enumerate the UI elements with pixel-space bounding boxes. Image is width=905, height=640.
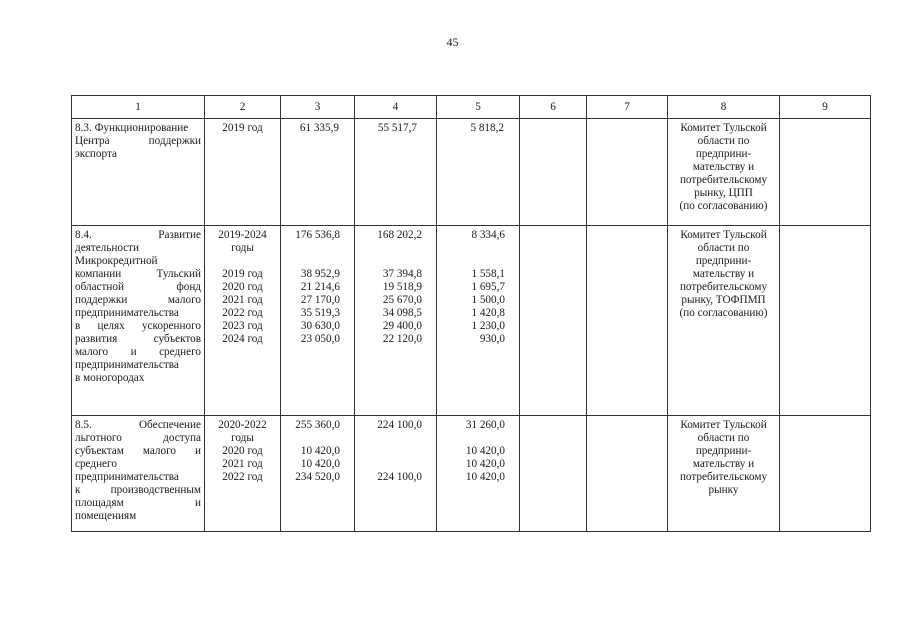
- column-header: 3: [281, 96, 355, 119]
- col6-cell: [520, 226, 587, 416]
- col3-value: 10 420,0: [300, 458, 340, 470]
- col5-value: 10 420,0: [465, 471, 505, 483]
- measure-name-line: 8.3. Функционирование: [75, 122, 189, 134]
- executor-line: мательству и: [692, 458, 755, 470]
- col7-cell: [587, 119, 668, 226]
- column-header: 4: [355, 96, 437, 119]
- col4-value: 55 517,7: [377, 122, 417, 134]
- col3-total: 176 536,8: [295, 229, 340, 241]
- col4-value: 37 394,8: [382, 268, 422, 280]
- col5-value: 930,0: [479, 333, 505, 345]
- measure-name-line: поддержки малого: [75, 294, 201, 306]
- executor-line: предприни-: [695, 255, 752, 267]
- column-header: 6: [520, 96, 587, 119]
- executor-line: Комитет Тульской: [680, 229, 767, 241]
- col4-value: 22 120,0: [382, 333, 422, 345]
- executor-line: рынку: [708, 484, 739, 496]
- column-header: 7: [587, 96, 668, 119]
- col5-value: 1 500,0: [471, 294, 505, 306]
- executor-line: рынку, ЦПП: [694, 187, 753, 199]
- column-header: 2: [205, 96, 281, 119]
- col3-value: 27 170,0: [300, 294, 340, 306]
- col5-value: 5 818,2: [470, 122, 504, 134]
- executor-line: рынку, ТОФПМП: [681, 294, 766, 306]
- period-value: 2022 год: [222, 307, 263, 319]
- measure-name-line: субъектам малого и: [75, 445, 201, 457]
- col9-cell: [780, 119, 871, 226]
- executor-line: (по согласованию): [679, 307, 768, 319]
- col5-value: 1 695,7: [471, 281, 505, 293]
- col3-cell: [281, 119, 355, 226]
- col4-cell: [355, 226, 437, 416]
- executor-line: предприни-: [695, 148, 752, 160]
- measure-name-line: в моногородах: [75, 372, 145, 384]
- col4-total: 224 100,0: [377, 419, 422, 431]
- col3-value: 234 520,0: [295, 471, 340, 483]
- measure-name-line: Центра поддержки: [75, 135, 201, 147]
- col4-value: [358, 458, 422, 471]
- page-number: 45: [446, 35, 459, 49]
- measure-name-cell: [72, 416, 205, 532]
- column-header: 1: [72, 96, 205, 119]
- executor-line: Комитет Тульской: [680, 419, 767, 431]
- col9-cell: [780, 416, 871, 532]
- col4-value: 25 670,0: [382, 294, 422, 306]
- col5-total: 31 260,0: [465, 419, 505, 431]
- executor-line: области по: [697, 242, 750, 254]
- measure-name-line: площадям и: [75, 497, 201, 509]
- measure-name-line: развития субъектов: [75, 333, 201, 345]
- period-cell: [205, 416, 281, 532]
- measure-name-line: предпринимательства: [75, 359, 179, 371]
- period-value: 2020 год: [222, 281, 263, 293]
- col4-value: 29 400,0: [382, 320, 422, 332]
- col4-total: 168 202,2: [377, 229, 422, 241]
- period-total: годы: [231, 242, 254, 254]
- col5-cell: [437, 416, 520, 532]
- col5-cell: [437, 119, 520, 226]
- col3-value: 21 214,6: [300, 281, 340, 293]
- executor-line: мательству и: [692, 161, 755, 173]
- period-cell: [205, 226, 281, 416]
- period-value: 2021 год: [222, 458, 263, 470]
- executor-cell: [668, 226, 780, 416]
- measure-name-line: льготного доступа: [75, 432, 201, 444]
- period-value: 2019 год: [222, 268, 263, 280]
- measure-name-line: предпринимательства: [75, 471, 179, 483]
- col5-value: 1 558,1: [471, 268, 505, 280]
- col3-value: 30 630,0: [300, 320, 340, 332]
- executor-cell: [668, 119, 780, 226]
- executor-line: Комитет Тульской: [680, 122, 767, 134]
- executor-line: потребительскому: [679, 281, 768, 293]
- column-number-row: [72, 96, 871, 119]
- col3-value: 10 420,0: [300, 445, 340, 457]
- measure-name-line: в целях ускоренного: [75, 320, 201, 332]
- col3-total: 255 360,0: [295, 419, 340, 431]
- executor-line: области по: [697, 135, 750, 147]
- col5-value: 10 420,0: [465, 458, 505, 470]
- col5-value: 1 420,8: [471, 307, 505, 319]
- period-value: 2020 год: [222, 445, 263, 457]
- executor-line: (по согласованию): [679, 200, 768, 212]
- period-value: 2019 год: [222, 122, 263, 134]
- measure-name-cell: [72, 226, 205, 416]
- col3-cell: [281, 226, 355, 416]
- column-header: 8: [668, 96, 780, 119]
- col4-cell: [355, 416, 437, 532]
- col3-value: 23 050,0: [300, 333, 340, 345]
- executor-line: потребительскому: [679, 471, 768, 483]
- measure-name-line: компании Тульский: [75, 268, 201, 280]
- col3-value: 38 952,9: [300, 268, 340, 280]
- col4-cell: [355, 119, 437, 226]
- period-cell: [205, 119, 281, 226]
- col5-cell: [437, 226, 520, 416]
- col4-value: [358, 445, 422, 458]
- executor-cell: [668, 416, 780, 532]
- col6-cell: [520, 416, 587, 532]
- col4-value: 34 098,5: [382, 307, 422, 319]
- col6-cell: [520, 119, 587, 226]
- measure-name-line: малого и среднего: [75, 346, 201, 358]
- period-value: 2022 год: [222, 471, 263, 483]
- table-row: [72, 226, 871, 416]
- period-value: 2023 год: [222, 320, 263, 332]
- measure-name-line: экспорта: [75, 148, 117, 160]
- table-row: [72, 416, 871, 532]
- period-total: 2020-2022: [218, 419, 267, 431]
- executor-line: области по: [697, 432, 750, 444]
- measure-name-line: областной фонд: [75, 281, 201, 293]
- measure-name-line: предпринимательства: [75, 307, 179, 319]
- executor-line: мательству и: [692, 268, 755, 280]
- executor-line: предприни-: [695, 445, 752, 457]
- period-total: 2019-2024: [218, 229, 267, 241]
- period-total: годы: [231, 432, 254, 444]
- col5-value: 1 230,0: [471, 320, 505, 332]
- measure-name-line: 8.4. Развитие: [75, 229, 201, 241]
- measure-name-line: среднего: [75, 458, 117, 470]
- column-header: 9: [780, 96, 871, 119]
- col3-value: 35 519,3: [300, 307, 340, 319]
- period-value: 2021 год: [222, 294, 263, 306]
- col9-cell: [780, 226, 871, 416]
- col7-cell: [587, 226, 668, 416]
- col4-value: 19 518,9: [382, 281, 422, 293]
- measure-name-line: к производственным: [75, 484, 201, 496]
- col3-cell: [281, 416, 355, 532]
- col5-total: 8 334,6: [471, 229, 505, 241]
- measure-name-cell: [72, 119, 205, 226]
- measure-name-line: 8.5. Обеспечение: [75, 419, 201, 431]
- table-row: [72, 119, 871, 226]
- col4-value: 224 100,0: [377, 471, 422, 483]
- col5-value: 10 420,0: [465, 445, 505, 457]
- col3-value: 61 335,9: [299, 122, 339, 134]
- period-value: 2024 год: [222, 333, 263, 345]
- program-table: [71, 95, 871, 532]
- measure-name-line: Микрокредитной: [75, 255, 158, 267]
- executor-line: потребительскому: [679, 174, 768, 186]
- measure-name-line: помещениям: [75, 510, 137, 522]
- measure-name-line: деятельности: [75, 242, 140, 254]
- column-header: 5: [437, 96, 520, 119]
- col7-cell: [587, 416, 668, 532]
